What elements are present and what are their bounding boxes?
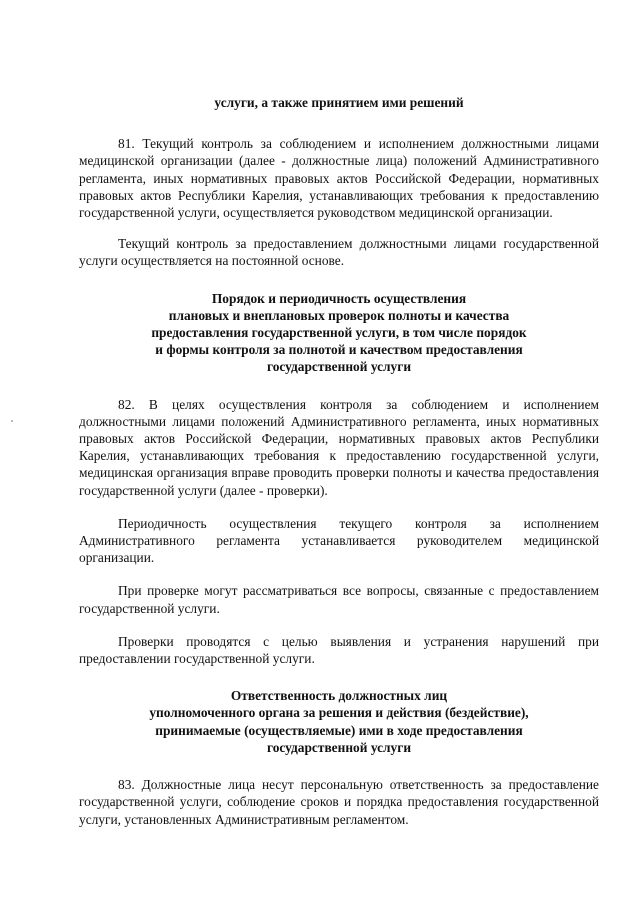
heading-line: Ответственность должностных лиц (230, 688, 448, 704)
paragraph-83: 83. Должностные лица несут персональную ответственность за предоставление государственной услуги, соблюдение сроков и порядка предоставления государственной услуги, установленных Административным регламентом. (79, 777, 599, 827)
heading-line: принимаемые (осуществляемые) ими в ходе предоставления (155, 722, 523, 738)
heading-line: государственной услуги (266, 739, 412, 755)
scan-speck (11, 420, 13, 422)
document-page (79, 94, 599, 828)
section-heading-responsibility (79, 687, 599, 756)
heading-line: плановых и внеплановых проверок полноты и качества (168, 307, 510, 323)
paragraph-82-questions: При проверке могут рассматриваться все вопросы, связанные с предоставлением государственной услуги. (79, 583, 599, 616)
paragraph-82-periodicity: Периодичность осуществления текущего контроля за исполнением Административного регламента устанавливается руководителем медицинской организации. (79, 515, 599, 566)
heading-line: и формы контроля за полнотой и качеством предоставления (155, 342, 523, 358)
paragraph-82: 82. В целях осуществления контроля за соблюдением и исполнением должностными лицами положений Административного регламента, иных нормативных правовых актов Российской Федерации, нормативных правовых актов Республики Карелия, устанавливающих требования к предоставлению государственной услуги, медицинская организация вправе проводить проверки полноты и качества предоставления государственной услуги (далее - проверки). (79, 396, 599, 498)
section-heading-continuation: услуги, а также принятием ими решений (214, 95, 464, 110)
paragraph-82-purpose: Проверки проводятся с целью выявления и устранения нарушений при предоставлении государственной услуги. (79, 633, 599, 667)
paragraph-81-continuation: Текущий контроль за предоставлением должностными лицами государственной услуги осуществляется на постоянной основе. (79, 236, 599, 269)
heading-line: Порядок и периодичность осуществления (211, 290, 467, 306)
heading-line: предоставления государственной услуги, в том числе порядок (151, 325, 527, 341)
heading-line: уполномоченного органа за решения и действия (бездействие), (149, 705, 529, 721)
paragraph-81: 81. Текущий контроль за соблюдением и исполнением должностными лицами медицинской организации (далее - должностные лица) положений Административного регламента, иных нормативных правовых актов Российской Федерации, нормативных правовых актов Республики Карелия, устанавливающих требования к предоставлению государственной услуги, осуществляется руководством медицинской организации. (79, 136, 599, 221)
section-heading-inspections (79, 290, 599, 376)
heading-line: государственной услуги (266, 359, 412, 375)
